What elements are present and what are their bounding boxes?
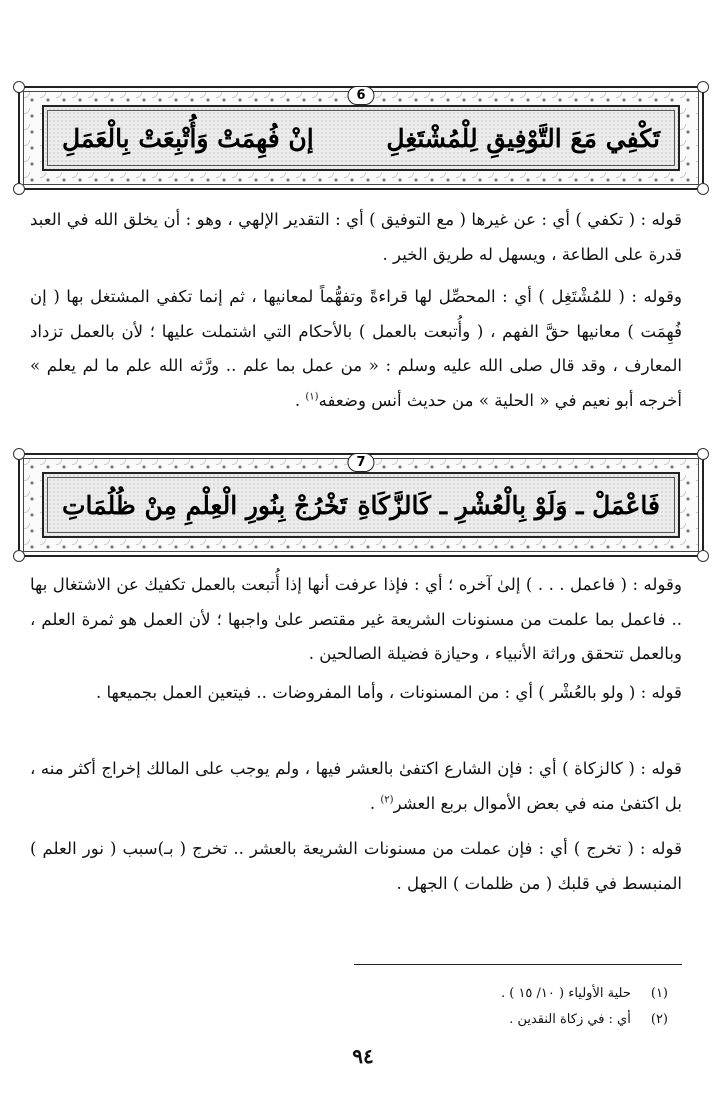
corner-ornament-icon xyxy=(13,81,25,93)
corner-ornament-icon xyxy=(697,183,709,195)
commentary-text: وقوله : ( للمُشْتَغِل ) أي : المحصِّل لها قراءةً وتفهُّماً لمعانيها ، ثم إنما تكفي المشتغل بها ( إن فُهِمَت ) معانيها حقَّ الفهم ، ( وأُتبعت بالعمل ) بالأحكام التي اشتملت عليها ؛ لأن بالعمل تزداد المعارف ، وقد قال صلى الله عليه وسلم : « من عمل بما علم .. ورَّثه الله علم ما لم يعلم » أخرجه أبو نعيم في « الحلية » من حديث أنس وضعفه xyxy=(30,287,682,410)
verse-panel xyxy=(42,472,680,538)
footnote-marker: (٢) xyxy=(650,1012,668,1027)
commentary-text-end: . xyxy=(294,390,306,410)
footnote-reference: (٢) xyxy=(380,793,394,805)
page-number: ٩٤ xyxy=(352,1044,374,1068)
verse-number: 6 xyxy=(347,86,374,105)
commentary-paragraph: قوله : ( تخرج ) أي : فإن عملت من مسنونات الشريعة بالعشر .. تخرج ( بـ)سبب ( نور العلم ) المنبسط في قلبك ( من ظلمات ) الجهل . xyxy=(30,839,682,893)
verse-first-hemistich: تَكْفِي مَعَ التَّوْفِيقِ لِلْمُشْتَغِلِ xyxy=(386,123,660,153)
corner-ornament-icon xyxy=(13,183,25,195)
corner-ornament-icon xyxy=(697,81,709,93)
verse-second-hemistich: تَخْرُجْ بِنُورِ الْعِلْمِ مِنْ ظُلُمَاتِ xyxy=(62,490,348,520)
commentary-paragraph xyxy=(30,280,682,418)
footnote xyxy=(501,985,668,1003)
verse-frame-7 xyxy=(18,453,704,557)
commentary-paragraph: قوله : ( تكفي ) أي : عن غيرها ( مع التوفيق ) أي : التقدير الإلهي ، وهو : أن يخلق الله في العبد قدرة على الطاعة ، ويسهل له طريق الخير . xyxy=(30,210,682,264)
footnote xyxy=(509,1011,668,1029)
corner-ornament-icon xyxy=(697,448,709,460)
commentary-paragraph xyxy=(30,752,682,821)
verse-first-hemistich: فَاعْمَلْ ـ وَلَوْ بِالْعُشْرِ ـ كَالزَّكَاةِ xyxy=(357,490,660,520)
footnote-marker: (١) xyxy=(650,986,668,1001)
verse-frame-6 xyxy=(18,86,704,190)
corner-ornament-icon xyxy=(697,550,709,562)
commentary-paragraph: وقوله : ( فاعمل . . . ) إلىٰ آخره ؛ أي : فإذا عرفت أنها إذا أُتبعت بالعمل تكفيك عن الاشتغال بها .. فاعمل بما علمت من مسنونات الشريعة غير مقتصر علىٰ واجبها ؛ لأن العمل هو ثمرة العلم ، وبالعمل تتحقق وراثة الأنبياء ، وحيازة فضيلة الصالحين . xyxy=(30,575,682,663)
commentary-paragraph: قوله : ( ولو بالعُشْر ) أي : من المسنونات ، وأما المفروضات .. فيتعين العمل بجميعها . xyxy=(95,683,682,702)
footnote-text: أي : في زكاة النقدين . xyxy=(509,1012,631,1027)
verse-panel xyxy=(42,105,680,171)
footnote-divider xyxy=(354,964,682,965)
corner-ornament-icon xyxy=(13,448,25,460)
footnote-reference: (١) xyxy=(305,390,319,402)
verse-number: 7 xyxy=(347,453,374,472)
commentary-text: قوله : ( كالزكاة ) أي : فإن الشارع اكتفىٰ بالعشر فيها ، ولم يوجب على المالك إخراج أكثر منه ، بل اكتفىٰ منه في بعض الأموال بربع العشر xyxy=(30,759,682,813)
commentary-text-end: . xyxy=(369,793,381,813)
verse-second-hemistich: إنْ فُهِمَتْ وَأُتْبِعَتْ بِالْعَمَلِ xyxy=(62,123,314,153)
footnote-text: حلية الأولياء ( ١٠/ ١٥ ) . xyxy=(500,986,631,1001)
corner-ornament-icon xyxy=(13,550,25,562)
